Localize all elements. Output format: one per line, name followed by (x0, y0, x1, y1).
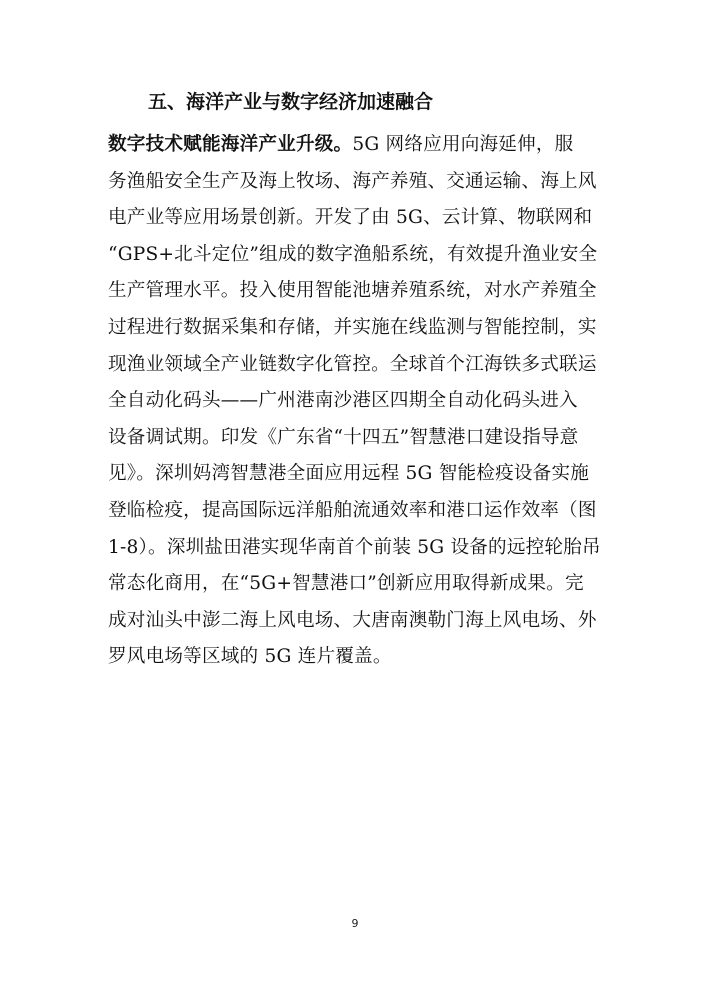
paragraph-line: 见》。深圳妈湾智慧港全面应用远程 5G 智能检疫设备实施 (108, 463, 590, 485)
paragraph-line: “GPS+北斗定位”组成的数字渔船系统，有效提升渔业安全 (108, 243, 598, 265)
body-paragraph (108, 127, 608, 676)
paragraph-line: 常态化商用，在“5G+智慧港口”创新应用取得新成果。完 (108, 573, 584, 595)
page-number: 9 (351, 917, 359, 930)
paragraph-line: 1-8）。深圳盐田港实现华南首个前装 5G 设备的远控轮胎吊 (108, 536, 601, 558)
paragraph-line-1 (108, 127, 608, 164)
paragraph-first-line-rest: 5G 网络应用向海延伸，服 (352, 134, 574, 155)
paragraph-line: 务渔船安全生产及海上牧场、海产养殖、交通运输、海上风 (108, 170, 597, 192)
paragraph-line: 现渔业领域全产业链数字化管控。全球首个江海铁多式联运 (108, 353, 597, 375)
paragraph-line: 过程进行数据采集和存储，并实施在线监测与智能控制，实 (108, 316, 597, 338)
paragraph-line: 生产管理水平。投入使用智能池塘养殖系统，对水产养殖全 (108, 280, 597, 302)
paragraph-line: 成对汕头中澎二海上风电场、大唐南澳勒门海上风电场、外 (108, 609, 597, 631)
paragraph-line: 设备调试期。印发《广东省“十四五”智慧港口建设指导意 (108, 426, 579, 448)
paragraph-line: 登临检疫，提高国际远洋船舶流通效率和港口运作效率（图 (108, 499, 597, 521)
section-heading: 五、海洋产业与数字经济加速融合 (148, 91, 434, 113)
paragraph-line: 罗风电场等区域的 5G 连片覆盖。 (108, 646, 392, 668)
paragraph-lead: 数字技术赋能海洋产业升级。 (108, 134, 353, 155)
paragraph-line: 全自动化码头——广州港南沙港区四期全自动化码头进入 (108, 390, 578, 412)
paragraph-line: 电产业等应用场景创新。开发了由 5G、云计算、物联网和 (108, 207, 593, 229)
